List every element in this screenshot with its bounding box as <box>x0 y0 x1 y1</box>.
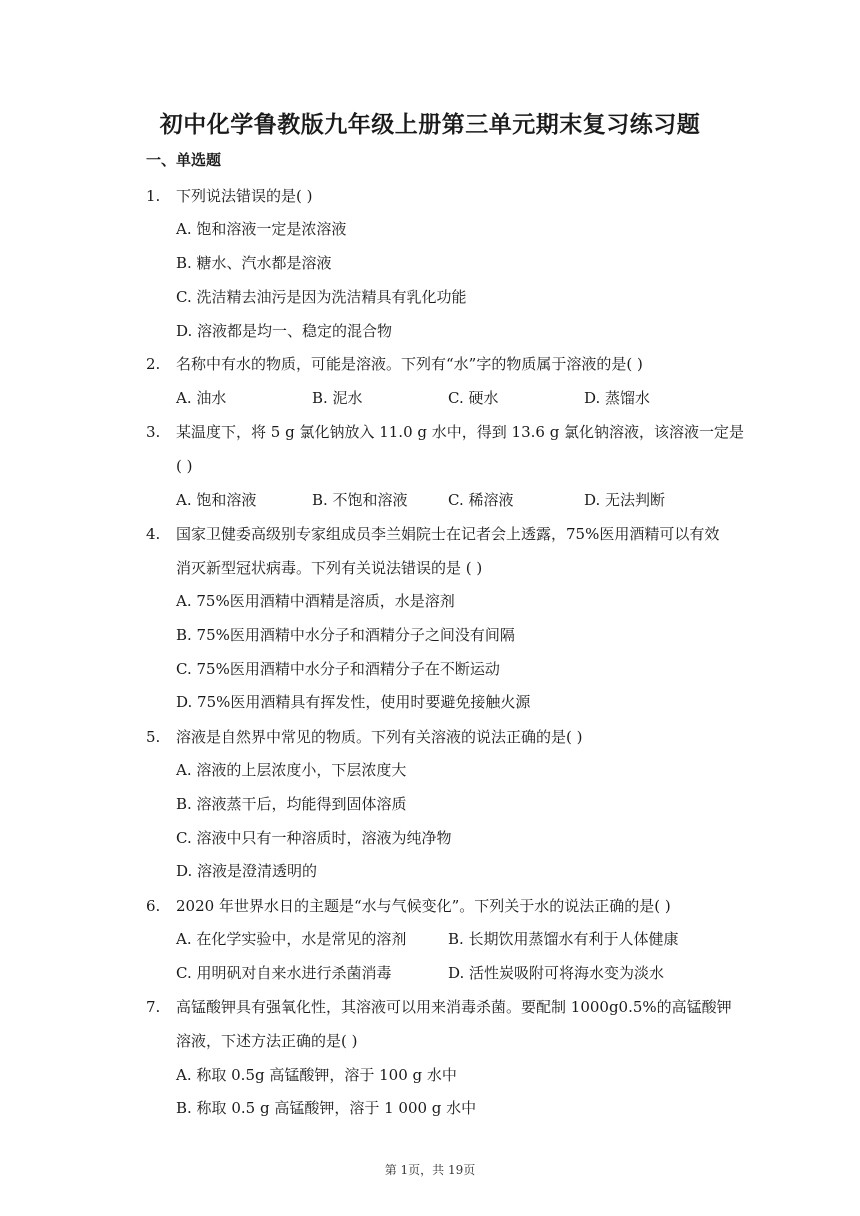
option-d: D. 75%医用酒精具有挥发性，使用时要避免接触火源 <box>176 693 531 711</box>
option-d: D. 溶液都是均一、稳定的混合物 <box>176 322 393 340</box>
question-text: 某温度下，将 5 g 氯化钠放入 11.0 g 水中，得到 13.6 g 氯化钠溶液，该溶液一定是 <box>176 423 745 441</box>
option-b: B. 不饱和溶液 <box>312 491 408 509</box>
option-c: C. 用明矾对自来水进行杀菌消毒 <box>176 964 392 982</box>
question-text: 下列说法错误的是( ) <box>176 187 313 205</box>
question-text: 高锰酸钾具有强氧化性，其溶液可以用来消毒杀菌。要配制 1000g0.5%的高锰酸钾 <box>176 998 732 1016</box>
option-c: C. 洗洁精去油污是因为洗洁精具有乳化功能 <box>176 288 467 306</box>
option-a: A. 在化学实验中，水是常见的溶剂 <box>176 930 407 948</box>
option-b: B. 长期饮用蒸馏水有利于人体健康 <box>448 930 679 948</box>
option-d: D. 活性炭吸附可将海水变为淡水 <box>448 964 665 982</box>
option-a: A. 饱和溶液 <box>176 491 257 509</box>
option-b: B. 称取 0.5 g 高锰酸钾，溶于 1 000 g 水中 <box>176 1099 477 1117</box>
option-d: D. 蒸馏水 <box>584 389 651 407</box>
option-d: D. 溶液是澄清透明的 <box>176 862 318 880</box>
option-a: A. 75%医用酒精中酒精是溶质，水是溶剂 <box>176 592 455 610</box>
page-footer: 第 1页，共 19页 <box>384 1163 476 1177</box>
option-b: B. 溶液蒸干后，均能得到固体溶质 <box>176 795 407 813</box>
question-number: 1. <box>146 187 161 205</box>
question-text-cont: 溶液，下述方法正确的是( ) <box>176 1032 358 1050</box>
question-text: 2020 年世界水日的主题是“水与气候变化”。下列关于水的说法正确的是( ) <box>176 897 671 915</box>
option-c: C. 溶液中只有一种溶质时，溶液为纯净物 <box>176 829 452 847</box>
option-c: C. 硬水 <box>448 389 499 407</box>
option-b: B. 糖水、汽水都是溶液 <box>176 254 332 272</box>
option-b: B. 泥水 <box>312 389 363 407</box>
question-number: 2. <box>146 355 161 373</box>
option-a: A. 称取 0.5g 高锰酸钾，溶于 100 g 水中 <box>176 1066 457 1084</box>
option-a: A. 油水 <box>176 389 227 407</box>
option-b: B. 75%医用酒精中水分子和酒精分子之间没有间隔 <box>176 626 515 644</box>
option-c: C. 稀溶液 <box>448 491 514 509</box>
question-text-cont: 消灭新型冠状病毒。下列有关说法错误的是 ( ) <box>176 559 483 577</box>
question-text: 名称中有水的物质，可能是溶液。下列有“水”字的物质属于溶液的是( ) <box>176 355 643 373</box>
question-text-cont: ( ) <box>176 457 193 475</box>
question-number: 3. <box>146 423 161 441</box>
option-a: A. 溶液的上层浓度小，下层浓度大 <box>176 761 407 779</box>
question-number: 5. <box>146 728 161 746</box>
option-a: A. 饱和溶液一定是浓溶液 <box>176 220 347 238</box>
document-title: 初中化学鲁教版九年级上册第三单元期末复习练习题 <box>159 111 701 138</box>
section-heading: 一、单选题 <box>146 151 222 169</box>
option-c: C. 75%医用酒精中水分子和酒精分子在不断运动 <box>176 660 500 678</box>
question-number: 4. <box>146 525 161 543</box>
question-number: 7. <box>146 998 161 1016</box>
question-number: 6. <box>146 897 161 915</box>
question-text: 溶液是自然界中常见的物质。下列有关溶液的说法正确的是( ) <box>176 728 583 746</box>
option-d: D. 无法判断 <box>584 491 666 509</box>
question-text: 国家卫健委高级别专家组成员李兰娟院士在记者会上透露，75%医用酒精可以有效 <box>176 525 720 543</box>
